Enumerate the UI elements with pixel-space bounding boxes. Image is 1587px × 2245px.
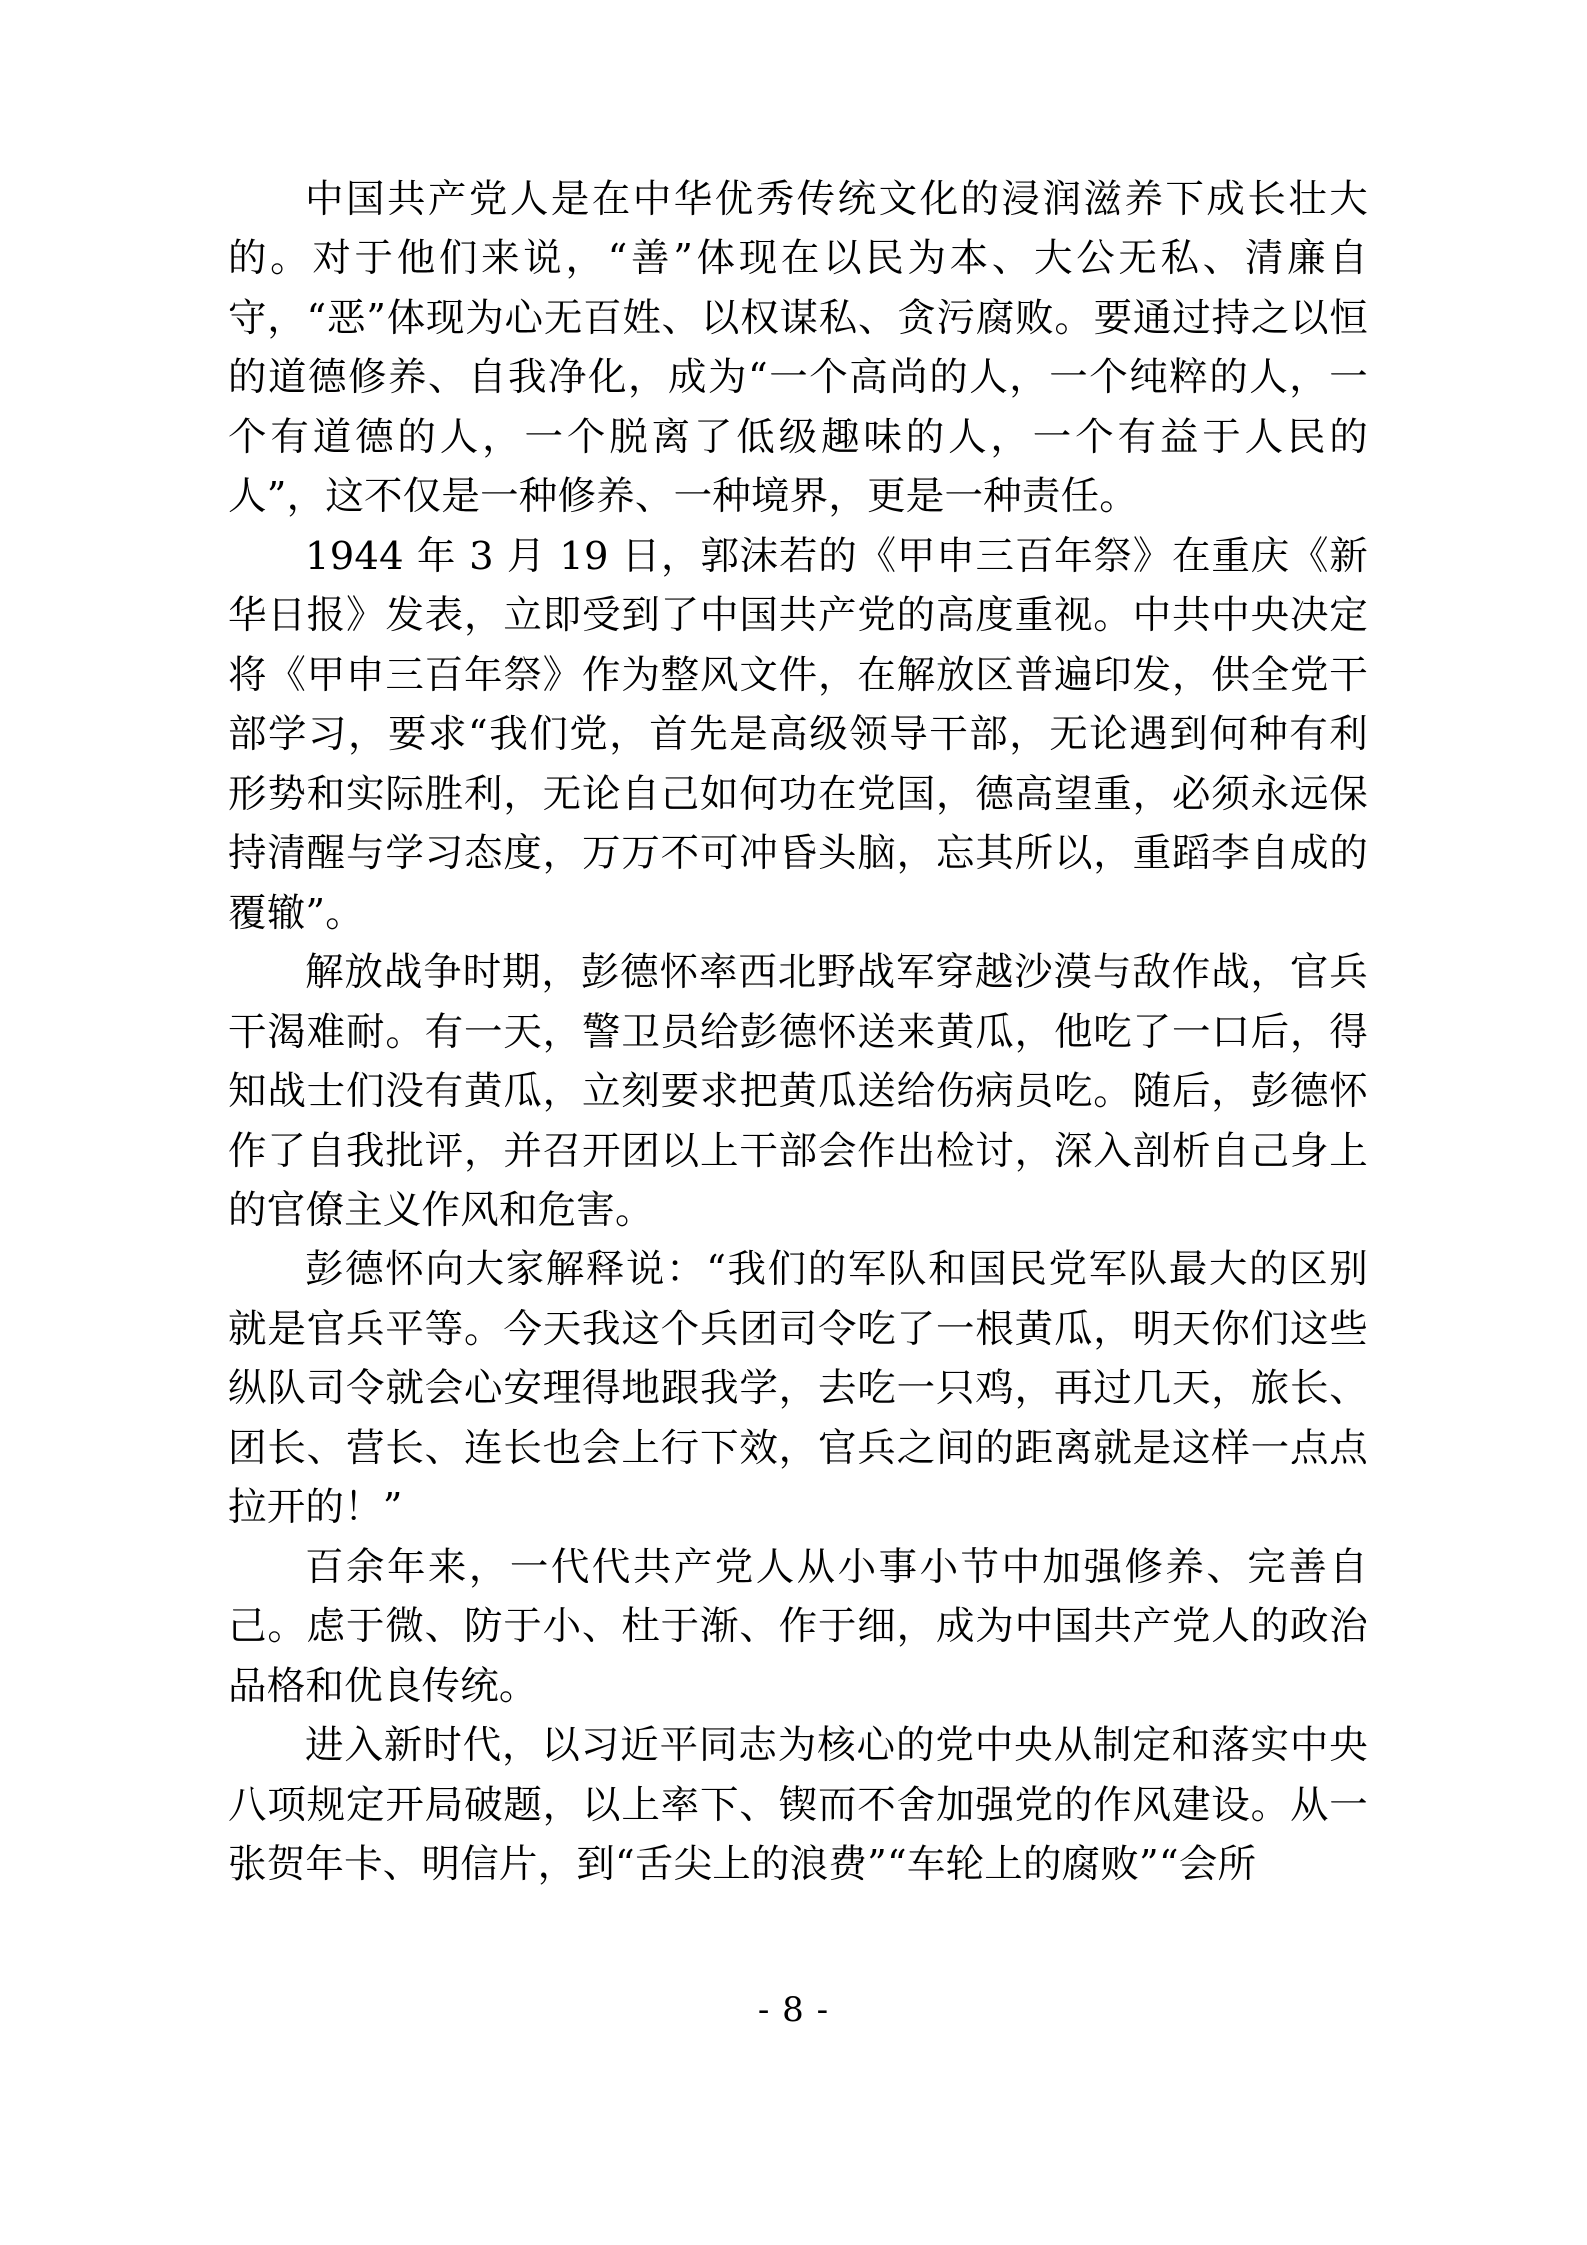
paragraph: 进入新时代，以习近平同志为核心的党中央从制定和落实中央八项规定开局破题，以上率下、锲而不舍加强党的作风建设。从一张贺年卡、明信片，到“舌尖上的浪费”“车轮上的腐败”“会所 — [228, 1723, 1368, 1888]
paragraph: 中国共产党人是在中华优秀传统文化的浸润滋养下成长壮大的。对于他们来说，“善”体现在以民为本、大公无私、清廉自守，“恶”体现为心无百姓、以权谋私、贪污腐败。要通过持之以恒的道德修养、自我净化，成为“一个高尚的人，一个纯粹的人，一个有道德的人，一个脱离了低级趣味的人，一个有益于人民的人”，这不仅是一种修养、一种境界，更是一种责任。 — [228, 177, 1368, 520]
paragraph: 1944 年 3 月 19 日，郭沫若的《甲申三百年祭》在重庆《新华日报》发表，立即受到了中国共产党的高度重视。中共中央决定将《甲申三百年祭》作为整风文件，在解放区普遍印发，供全党干部学习，要求“我们党，首先是高级领导干部，无论遇到何种有利形势和实际胜利，无论自己如何功在党国，德高望重，必须永远保持清醒与学习态度，万万不可冲昏头脑，忘其所以，重蹈李自成的覆辙”。 — [228, 533, 1368, 936]
paragraph: 百余年来，一代代共产党人从小事小节中加强修养、完善自己。虑于微、防于小、杜于渐、作于细，成为中国共产党人的政治品格和优良传统。 — [228, 1544, 1368, 1709]
paragraph: 彭德怀向大家解释说：“我们的军队和国民党军队最大的区别就是官兵平等。今天我这个兵团司令吃了一根黄瓜，明天你们这些纵队司令就会心安理得地跟我学，去吃一只鸡，再过几天，旅长、团长、营长、连长也会上行下效，官兵之间的距离就是这样一点点拉开的！” — [228, 1247, 1368, 1531]
paragraph: 解放战争时期，彭德怀率西北野战军穿越沙漠与敌作战，官兵干渴难耐。有一天，警卫员给彭德怀送来黄瓜，他吃了一口后，得知战士们没有黄瓜，立刻要求把黄瓜送给伤病员吃。随后，彭德怀作了自我批评，并召开团以上干部会作出检讨，深入剖析自己身上的官僚主义作风和危害。 — [228, 950, 1368, 1233]
page-number: - 8 - — [757, 1990, 830, 2030]
document-body — [228, 170, 1368, 1895]
